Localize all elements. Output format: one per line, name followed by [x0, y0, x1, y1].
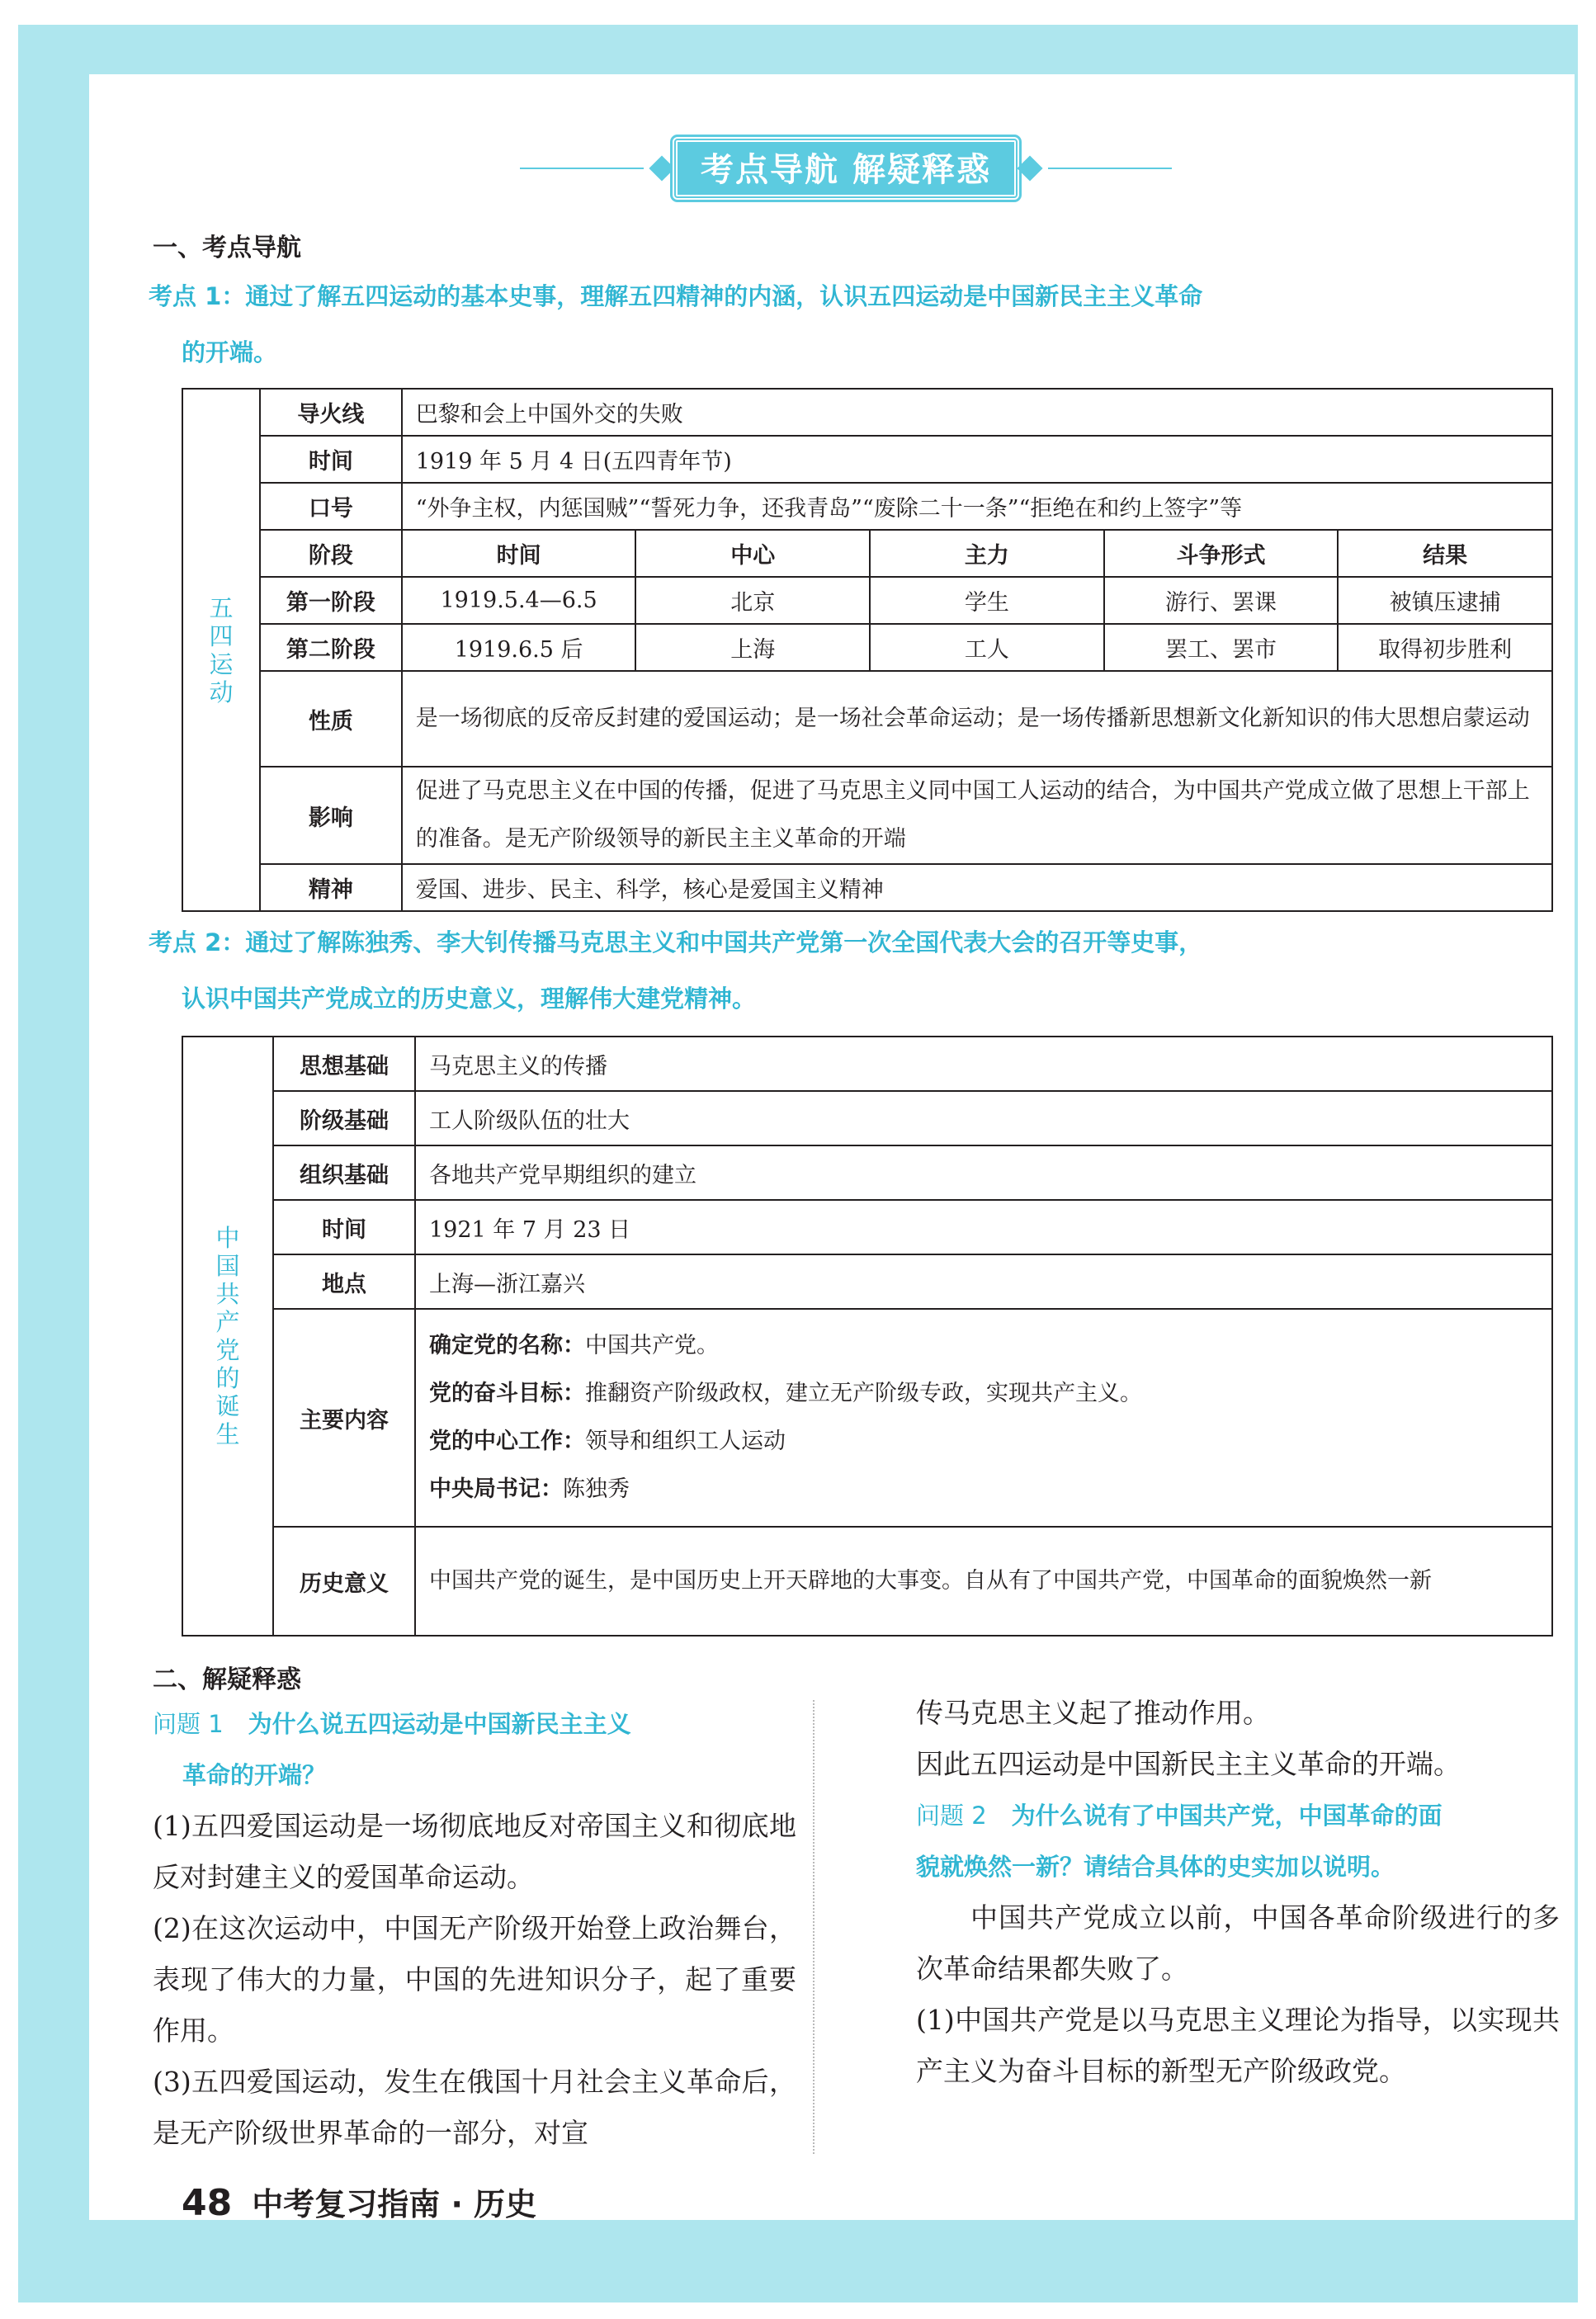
- stage-cell: 1919.5.4—6.5: [402, 577, 636, 624]
- table1-value: “外争主权，内惩国贼”“誓死力争，还我青岛”“废除二十一条”“拒绝在和约上签字”等: [402, 483, 1552, 530]
- stage-cell: 学生: [870, 577, 1104, 624]
- kaodian-2-text: 通过了解陈独秀、李大钊传播马克思主义和中国共产党第一次全国代表大会的召开等史事，: [245, 928, 1203, 956]
- table1-header: 性质: [260, 671, 402, 767]
- page-footer: [182, 2179, 536, 2224]
- table2-value: 1921 年 7 月 23 日: [415, 1200, 1552, 1254]
- answer-conclusion: 因此五四运动是中国新民主主义革命的开端。: [916, 1748, 1461, 1780]
- table2-header: 历史意义: [273, 1527, 415, 1636]
- table1-value: 1919 年 5 月 4 日(五四青年节): [402, 436, 1552, 483]
- table1-value: 是一场彻底的反帝反封建的爱国运动；是一场社会革命运动；是一场传播新思想新文化新知识的伟大思想启蒙运动: [402, 671, 1552, 767]
- table-may-fourth: [182, 388, 1553, 912]
- table1-header: 影响: [260, 767, 402, 864]
- question-2-text: 为什么说有了中国共产党，中国革命的面: [1011, 1802, 1443, 1830]
- kaodian-2: [149, 914, 1551, 1027]
- table2-header: 思想基础: [273, 1037, 415, 1091]
- answer-paragraph: 传马克思主义起了推动作用。: [916, 1697, 1270, 1729]
- table1-value: 促进了马克思主义在中国的传播，促进了马克思主义同中国工人运动的结合，为中国共产党成立做了思想上干部上的准备。是无产阶级领导的新民主主义革命的开端: [402, 767, 1552, 864]
- kaodian-2-text-cont: 认识中国共产党成立的历史意义，理解伟大建党精神。: [182, 985, 757, 1013]
- stage-cell: 1919.6.5 后: [402, 624, 636, 671]
- stage-cell: 第二阶段: [260, 624, 402, 671]
- content-item: 党的中心工作：领导和组织工人运动: [429, 1429, 786, 1454]
- table2-header: 时间: [273, 1200, 415, 1254]
- question-2: [916, 1790, 1560, 1892]
- question-2-label: 问题 2: [916, 1802, 987, 1830]
- table2-value: 马克思主义的传播: [415, 1037, 1552, 1091]
- stage-cell: 被镇压逮捕: [1338, 577, 1552, 624]
- table2-header: 阶级基础: [273, 1091, 415, 1145]
- table1-value: 爱国、进步、民主、科学，核心是爱国主义精神: [402, 864, 1552, 911]
- question-1-label: 问题 1: [153, 1710, 224, 1738]
- stage-cell: 上海: [635, 624, 870, 671]
- stage-cell: 第一阶段: [260, 577, 402, 624]
- banner-line-right: [1048, 168, 1172, 169]
- table1-header: 口号: [260, 483, 402, 530]
- table2-value: 工人阶级队伍的壮大: [415, 1091, 1552, 1145]
- stage-header: 斗争形式: [1104, 530, 1339, 577]
- right-column: [916, 1688, 1560, 2097]
- table2-content-cell: [415, 1309, 1552, 1527]
- content-item: 中央局书记：陈独秀: [429, 1476, 630, 1502]
- banner-title: 考点导航 解疑释惑: [701, 151, 991, 189]
- question-1: [153, 1698, 796, 1801]
- kaodian-2-label: 考点 2：: [149, 928, 246, 956]
- section-heading-1: 一、考点导航: [153, 234, 301, 262]
- table2-header: 地点: [273, 1254, 415, 1309]
- stage-header: 中心: [635, 530, 870, 577]
- answer-paragraph: (2)在这次运动中，中国无产阶级开始登上政治舞台，表现了伟大的力量，中国的先进知识分子，起了重要作用。: [153, 1912, 796, 2047]
- table2-side-label: 中国共产党的诞生: [182, 1037, 273, 1636]
- table1-header: 时间: [260, 436, 402, 483]
- stage-header: 时间: [402, 530, 636, 577]
- question-2-text-cont: 貌就焕然一新？请结合具体的史实加以说明。: [916, 1853, 1395, 1881]
- stage-cell: 取得初步胜利: [1338, 624, 1552, 671]
- stage-cell: 北京: [635, 577, 870, 624]
- left-column: [153, 1698, 796, 2159]
- table2-value: 各地共产党早期组织的建立: [415, 1145, 1552, 1200]
- table-party-founding: [182, 1036, 1553, 1637]
- stage-header: 结果: [1338, 530, 1552, 577]
- table1-side-label: 五四运动: [182, 389, 260, 911]
- question-1-text: 为什么说五四运动是中国新民主主义: [248, 1710, 631, 1738]
- answer-paragraph: 中国共产党成立以前，中国各革命阶级进行的多次革命结果都失败了。: [916, 1901, 1560, 1985]
- book-title: 中考复习指南 · 历史: [252, 2186, 537, 2222]
- kaodian-1-text: 通过了解五四运动的基本史事，理解五四精神的内涵，认识五四运动是中国新民主主义革命: [245, 282, 1203, 310]
- kaodian-1: [149, 268, 1551, 380]
- kaodian-1-text-cont: 的开端。: [182, 338, 278, 366]
- kaodian-1-label: 考点 1：: [149, 282, 246, 310]
- section-heading-2: 二、解疑释惑: [153, 1665, 301, 1694]
- table2-value: 中国共产党的诞生，是中国历史上开天辟地的大事变。自从有了中国共产党，中国革命的面貌焕然一新: [415, 1527, 1552, 1636]
- question-1-text-cont: 革命的开端？: [182, 1761, 327, 1789]
- stage-cell: 游行、罢课: [1104, 577, 1339, 624]
- stage-header: 阶段: [260, 530, 402, 577]
- content-item: 确定党的名称：中国共产党。: [429, 1333, 719, 1358]
- page-number: 48: [182, 2182, 233, 2224]
- section-banner: [656, 132, 1036, 205]
- column-divider: [813, 1700, 815, 2154]
- stage-cell: 工人: [870, 624, 1104, 671]
- stage-header: 主力: [870, 530, 1104, 577]
- table2-value: 上海—浙江嘉兴: [415, 1254, 1552, 1309]
- table1-header: 导火线: [260, 389, 402, 436]
- table2-header: 组织基础: [273, 1145, 415, 1200]
- table1-header: 精神: [260, 864, 402, 911]
- stage-cell: 罢工、罢市: [1104, 624, 1339, 671]
- answer-paragraph: (1)五四爱国运动是一场彻底地反对帝国主义和彻底地反对封建主义的爱国革命运动。: [153, 1810, 796, 1893]
- table1-value: 巴黎和会上中国外交的失败: [402, 389, 1552, 436]
- answer-paragraph: (3)五四爱国运动，发生在俄国十月社会主义革命后，是无产阶级世界革命的一部分，对宣: [153, 2066, 797, 2149]
- content-item: 党的奋斗目标：推翻资产阶级政权，建立无产阶级专政，实现共产主义。: [429, 1381, 1142, 1406]
- answer-paragraph: (1)中国共产党是以马克思主义理论为指导，以实现共产主义为奋斗目标的新型无产阶级政党。: [916, 2004, 1560, 2087]
- banner-line-left: [520, 168, 644, 169]
- table2-header: 主要内容: [273, 1309, 415, 1527]
